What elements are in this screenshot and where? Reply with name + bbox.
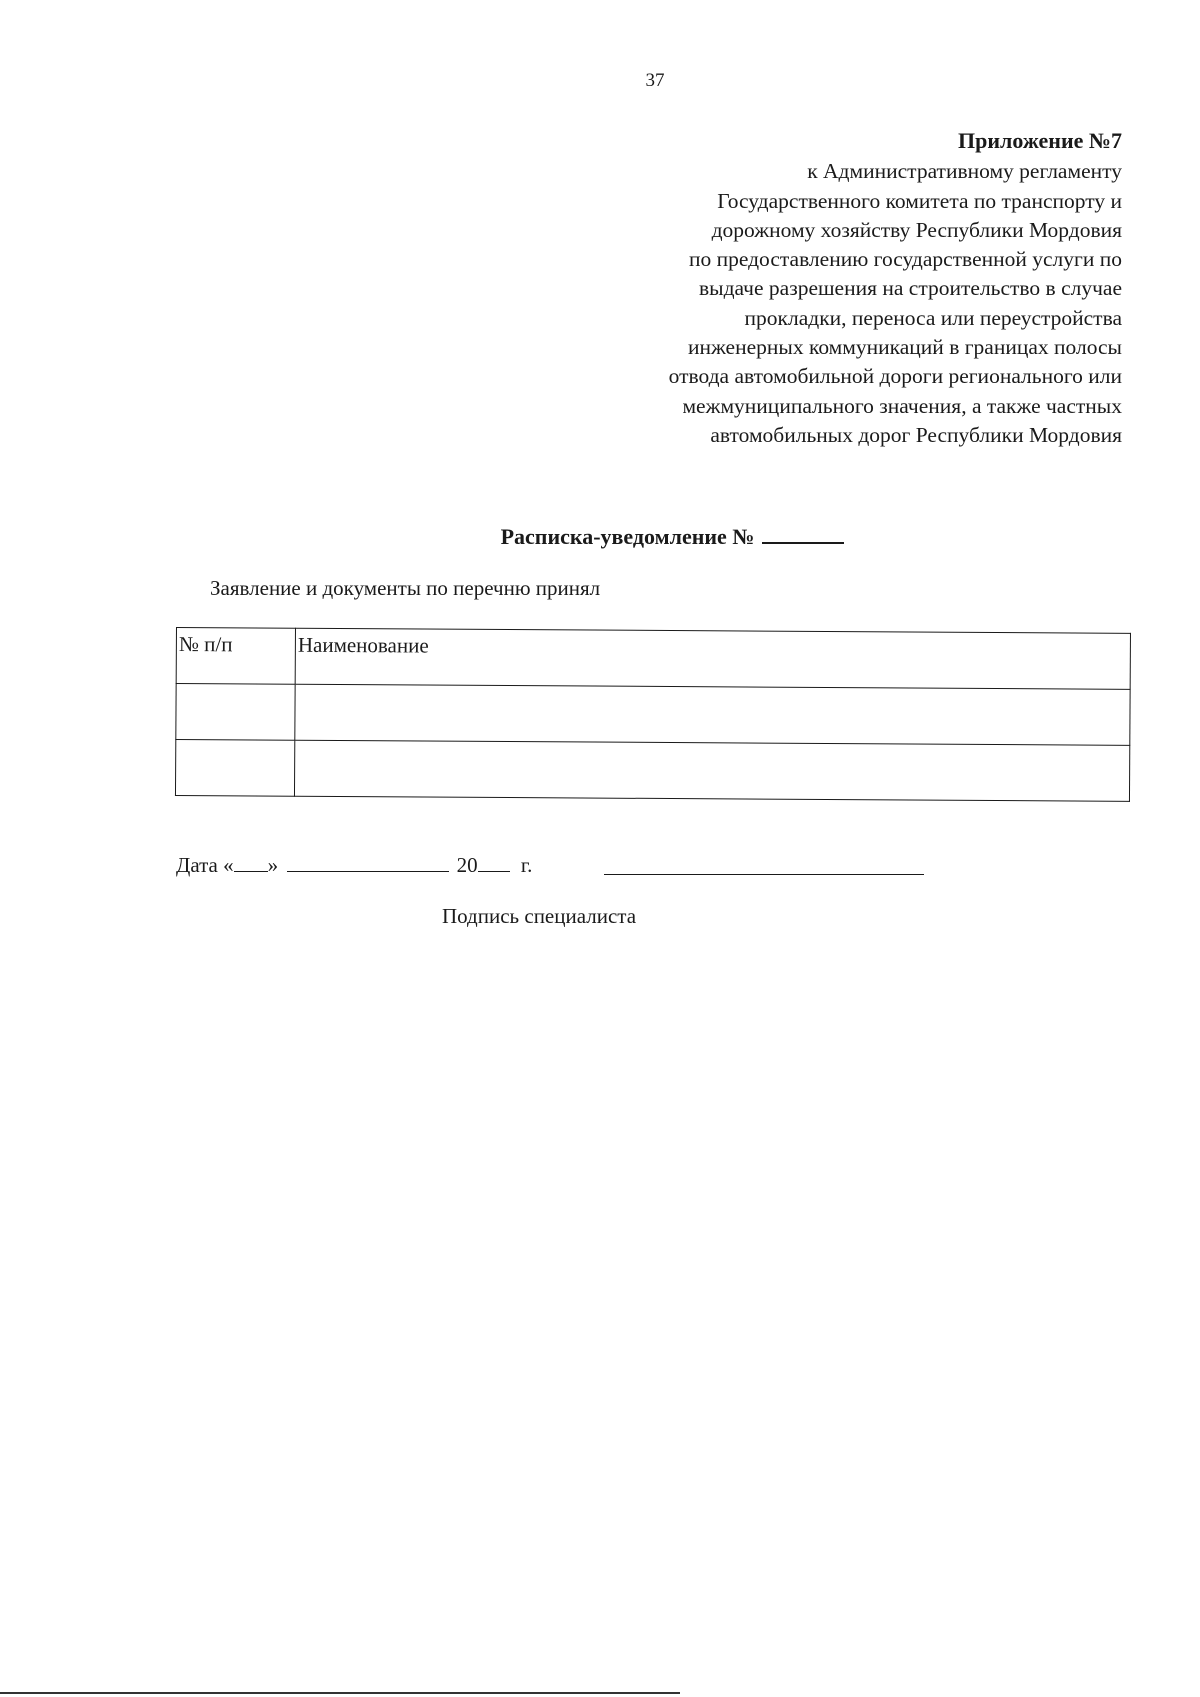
appendix-line: инженерных коммуникаций в границах полосы <box>687 335 1122 360</box>
receipt-number-blank <box>762 522 844 544</box>
appendix-line: автомобильных дорог Республики Мордовия <box>710 422 1122 447</box>
appendix-line: межмуниципального значения, а также частных <box>682 393 1122 418</box>
signature-blank <box>604 874 924 875</box>
appendix-line: отвода автомобильной дороги регионального или <box>668 364 1122 389</box>
receipt-title <box>0 522 1200 550</box>
table-cell-number <box>175 740 294 797</box>
month-blank <box>287 853 449 872</box>
year-blank <box>478 853 510 872</box>
scan-edge-line <box>0 1692 680 1694</box>
table-header-name-label: Наименование <box>297 632 429 658</box>
date-close: » <box>267 853 279 877</box>
table-cell-name <box>295 684 1130 745</box>
receipt-title-text: Расписка-уведомление № <box>500 524 755 549</box>
signature-caption: Подпись специалиста <box>442 904 637 928</box>
appendix-line: к Административному регламенту <box>807 159 1122 184</box>
date-line <box>176 853 532 878</box>
table-cell-number <box>176 684 295 741</box>
date-label: Дата « <box>176 853 234 877</box>
page-number: 37 <box>645 70 665 91</box>
appendix-line: по предоставлению государственной услуги по <box>688 247 1122 272</box>
table-header-row <box>176 628 1130 690</box>
table-header-number-label: № п/п <box>178 632 233 657</box>
appendix-header <box>562 126 1122 450</box>
table-header-number <box>176 628 295 685</box>
day-blank <box>234 853 268 872</box>
table-row <box>175 740 1129 802</box>
documents-table <box>175 627 1131 802</box>
table-header-name <box>295 628 1130 689</box>
appendix-line: выдаче разрешения на строительство в случае <box>698 276 1122 301</box>
year-suffix: г. <box>520 853 533 877</box>
appendix-line: дорожному хозяйству Республики Мордовия <box>711 217 1122 242</box>
table-row <box>176 684 1130 746</box>
receipt-intro: Заявление и документы по перечню принял <box>210 576 601 600</box>
table-cell-name <box>294 740 1129 801</box>
year-prefix: 20 <box>456 853 478 877</box>
appendix-title: Приложение №7 <box>958 128 1122 153</box>
appendix-line: Государственного комитета по транспорту и <box>717 188 1122 213</box>
appendix-line: прокладки, переноса или переустройства <box>744 305 1122 330</box>
